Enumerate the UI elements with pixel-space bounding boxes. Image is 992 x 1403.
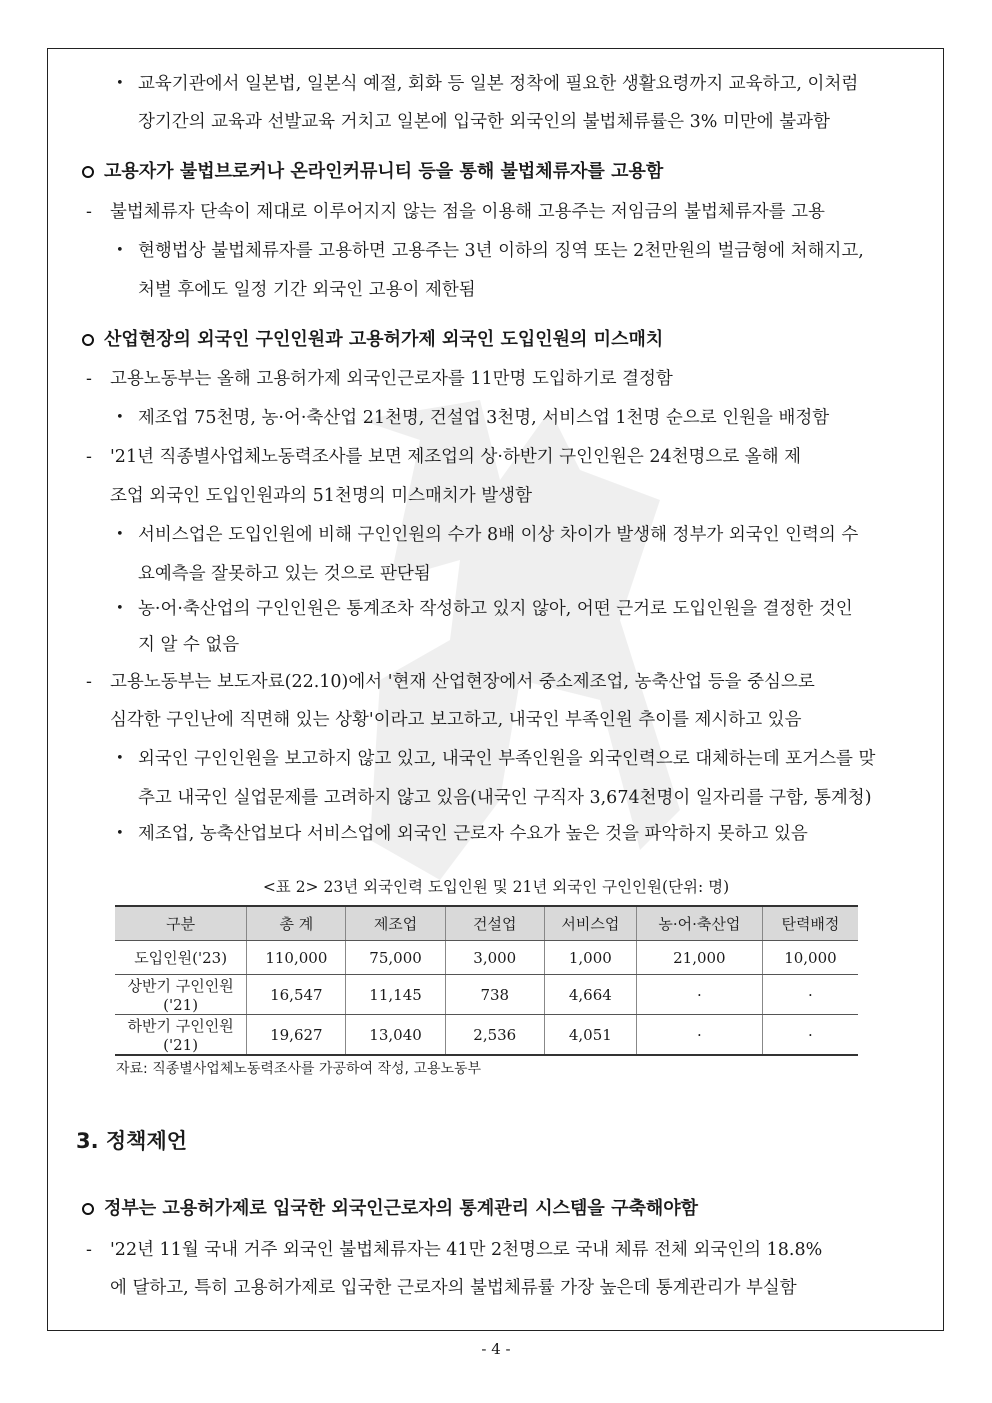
table-row — [115, 1015, 858, 1056]
table-caption: <표 2> 23년 외국인력 도입인원 및 21년 외국인 구인인원(단위: 명) — [262, 878, 730, 896]
dash-text: 불법체류자 단속이 제대로 이루어지지 않는 점을 이용해 고용주는 저임금의 불법체류자를 고용 — [110, 202, 825, 222]
bullet-text: 교육기관에서 일본법, 일본식 예절, 회화 등 일본 정착에 필요한 생활요령까지 교육하고, 이처럼 — [138, 74, 859, 94]
dash-text: 고용노동부는 올해 고용허가제 외국인근로자를 11만명 도입하기로 결정함 — [110, 369, 673, 389]
table-header-cell: 탄력배정 — [762, 906, 858, 941]
bullet-mark: • — [116, 76, 124, 91]
heading-illegal-employment — [82, 161, 663, 183]
table-cell: 4,051 — [544, 1015, 636, 1056]
bullet-text: 농·어·축산업의 구인인원은 통계조차 작성하고 있지 않아, 어떤 근거로 도입인원을 결정한 것인 — [138, 599, 853, 619]
dash-mark: - — [86, 447, 92, 467]
table-header-cell: 건설업 — [445, 906, 544, 941]
dash-mark: - — [86, 1240, 92, 1260]
bullet-text-continued: 요예측을 잘못하고 있는 것으로 판단됨 — [138, 564, 431, 584]
table-row — [115, 975, 858, 1015]
table-source-note: 자료: 직종별사업체노동력조사를 가공하여 작성, 고용노동부 — [116, 1061, 482, 1077]
table-cell: 21,000 — [636, 941, 762, 975]
table-cell: 4,664 — [544, 975, 636, 1015]
circle-icon — [82, 334, 94, 346]
table-header-cell: 총 계 — [247, 906, 346, 941]
table-cell: 도입인원('23) — [115, 941, 247, 975]
table-cell: 110,000 — [247, 941, 346, 975]
heading-text: 고용자가 불법브로커나 온라인커뮤니티 등을 통해 불법체류자를 고용함 — [104, 161, 664, 182]
dash-mark: - — [86, 672, 92, 692]
bullet-text-continued: 처벌 후에도 일정 기간 외국인 고용이 제한됨 — [138, 280, 476, 300]
table-cell: 상반기 구인인원('21) — [115, 975, 247, 1015]
section-title: 3. 정책제언 — [76, 1129, 188, 1153]
bullet-mark: • — [116, 527, 124, 542]
dash-text-continued: 에 달하고, 특히 고용허가제로 입국한 근로자의 불법체류률 가장 높은데 통계관리가 부실함 — [110, 1278, 797, 1298]
bullet-text: 제조업 75천명, 농·어·축산업 21천명, 건설업 3천명, 서비스업 1천명 순으로 인원을 배정함 — [138, 408, 830, 428]
heading-text: 산업현장의 외국인 구인인원과 고용허가제 외국인 도입인원의 미스매치 — [104, 329, 664, 350]
bullet-text: 서비스업은 도입인원에 비해 구인인원의 수가 8배 이상 차이가 발생해 정부가 외국인 인력의 수 — [138, 525, 859, 545]
table-cell: 10,000 — [762, 941, 858, 975]
dash-text: '21년 직종별사업체노동력조사를 보면 제조업의 상·하반기 구인인원은 24천명으로 올해 제 — [110, 447, 802, 467]
table-header-cell: 농·어·축산업 — [636, 906, 762, 941]
dash-text: 고용노동부는 보도자료(22.10)에서 '현재 산업현장에서 중소제조업, 농축산업 등을 중심으로 — [110, 672, 815, 692]
table-header-cell: 제조업 — [346, 906, 445, 941]
bullet-text-continued: 추고 내국인 실업문제를 고려하지 않고 있음(내국인 구직자 3,674천명이 일자리를 구함, 통계청) — [138, 788, 872, 808]
circle-icon — [82, 1203, 94, 1215]
table-header-cell: 구분 — [115, 906, 247, 941]
circle-icon — [82, 166, 94, 178]
table-cell: · — [636, 975, 762, 1015]
table-cell: 13,040 — [346, 1015, 445, 1056]
table-cell: 16,547 — [247, 975, 346, 1015]
heading-text: 정부는 고용허가제로 입국한 외국인근로자의 통계관리 시스템을 구축해야함 — [104, 1198, 699, 1219]
table-cell: 11,145 — [346, 975, 445, 1015]
table-cell: 738 — [445, 975, 544, 1015]
bullet-text: 현행법상 불법체류자를 고용하면 고용주는 3년 이하의 징역 또는 2천만원의 벌금형에 처해지고, — [138, 241, 864, 261]
dash-mark: - — [86, 202, 92, 222]
table-row — [115, 941, 858, 975]
table-cell: · — [636, 1015, 762, 1056]
dash-mark: - — [86, 369, 92, 389]
table-cell: 19,627 — [247, 1015, 346, 1056]
bullet-mark: • — [116, 601, 124, 616]
table-cell: 3,000 — [445, 941, 544, 975]
dash-text-continued: 조업 외국인 도입인원과의 51천명의 미스매치가 발생함 — [110, 486, 532, 506]
bullet-mark: • — [116, 826, 124, 841]
table-cell: 75,000 — [346, 941, 445, 975]
bullet-mark: • — [116, 751, 124, 766]
heading-mismatch — [82, 329, 663, 351]
bullet-mark: • — [116, 410, 124, 425]
table-cell: 2,536 — [445, 1015, 544, 1056]
data-table — [115, 905, 858, 1056]
table-cell: · — [762, 975, 858, 1015]
bullet-text-continued: 장기간의 교육과 선발교육 거치고 일본에 입국한 외국인의 불법체류률은 3% 미만에 불과함 — [138, 112, 830, 132]
table-header-row — [115, 906, 858, 941]
table-cell: 1,000 — [544, 941, 636, 975]
table-cell: 하반기 구인인원('21) — [115, 1015, 247, 1056]
heading-statistics-system — [82, 1198, 698, 1220]
page-number: - 4 - — [481, 1340, 511, 1358]
dash-text-continued: 심각한 구인난에 직면해 있는 상황'이라고 보고하고, 내국인 부족인원 추이를 제시하고 있음 — [110, 710, 802, 730]
bullet-text: 제조업, 농축산업보다 서비스업에 외국인 근로자 수요가 높은 것을 파악하지 못하고 있음 — [138, 824, 808, 844]
table-header-cell: 서비스업 — [544, 906, 636, 941]
bullet-text-continued: 지 알 수 없음 — [138, 635, 240, 655]
bullet-text: 외국인 구인인원을 보고하지 않고 있고, 내국인 부족인원을 외국인력으로 대체하는데 포거스를 맞 — [138, 749, 876, 769]
dash-text: '22년 11월 국내 거주 외국인 불법체류자는 41만 2천명으로 국내 체류 전체 외국인의 18.8% — [110, 1240, 823, 1260]
bullet-mark: • — [116, 243, 124, 258]
table-cell: · — [762, 1015, 858, 1056]
